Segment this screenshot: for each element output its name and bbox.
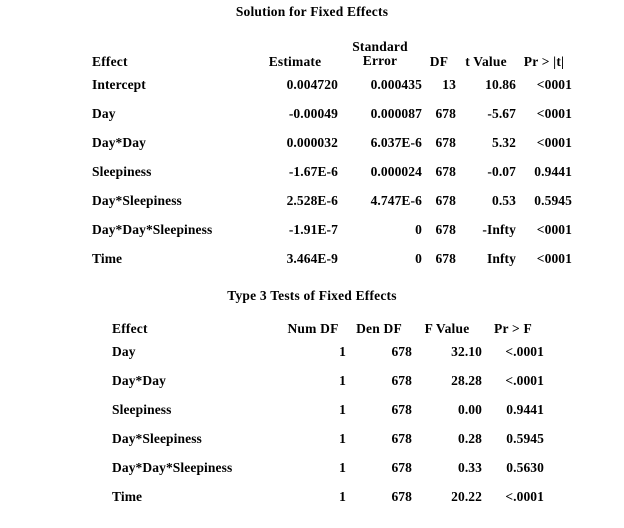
cell-num-df: 1 xyxy=(339,459,346,475)
solution-for-fixed-effects-title: Solution for Fixed Effects xyxy=(235,4,389,19)
cell-estimate: 3.464E-9 xyxy=(286,250,338,266)
type-3-tests-of-fixed-effects-section xyxy=(0,288,624,511)
cell-t-value: -5.67 xyxy=(487,105,516,121)
table-row xyxy=(92,70,572,99)
cell-standard-error: 4.747E-6 xyxy=(370,192,422,208)
cell-f-value: 20.22 xyxy=(451,488,482,504)
cell-t-value: 0.53 xyxy=(491,192,516,208)
column-header-num-df: Num DF xyxy=(287,320,339,336)
cell-f-value: 0.28 xyxy=(457,430,482,446)
cell-p-value: 0.5630 xyxy=(506,459,544,475)
cell-effect: Day*Sleepiness xyxy=(92,192,182,208)
column-header-standard-error xyxy=(338,32,422,70)
cell-t-value: 10.86 xyxy=(485,76,516,92)
column-header-t-value: t Value xyxy=(465,53,507,69)
cell-df: 678 xyxy=(435,134,456,150)
column-header-pr-f: Pr > F xyxy=(494,320,532,336)
cell-effect: Intercept xyxy=(92,76,146,92)
column-header-f-value: F Value xyxy=(424,320,470,336)
table-row xyxy=(92,99,572,128)
cell-standard-error: 6.037E-6 xyxy=(370,134,422,150)
table-row xyxy=(92,244,572,273)
cell-p-value: <.0001 xyxy=(505,343,544,359)
column-header-den-df: Den DF xyxy=(356,320,402,336)
cell-df: 678 xyxy=(435,221,456,237)
cell-effect: Time xyxy=(92,250,123,266)
table-row xyxy=(112,453,544,482)
cell-f-value: 32.10 xyxy=(451,343,482,359)
cell-effect: Day xyxy=(92,105,116,121)
cell-p-value: <.0001 xyxy=(505,372,544,388)
column-header-estimate: Estimate xyxy=(268,53,322,69)
cell-effect: Day*Day xyxy=(92,134,146,150)
solution-for-fixed-effects-section xyxy=(0,4,624,273)
cell-den-df: 678 xyxy=(391,430,412,446)
cell-den-df: 678 xyxy=(391,343,412,359)
cell-p-value: <0001 xyxy=(536,134,572,150)
cell-effect: Day*Day*Sleepiness xyxy=(112,459,233,475)
table-row xyxy=(112,395,544,424)
cell-num-df: 1 xyxy=(339,372,346,388)
cell-den-df: 678 xyxy=(391,401,412,417)
table-row xyxy=(92,128,572,157)
cell-effect: Day*Sleepiness xyxy=(112,430,202,446)
cell-df: 13 xyxy=(442,76,456,92)
cell-den-df: 678 xyxy=(391,488,412,504)
table-row xyxy=(112,482,544,511)
cell-p-value: 0.9441 xyxy=(534,163,572,179)
cell-effect: Sleepiness xyxy=(92,163,152,179)
cell-standard-error: 0.000435 xyxy=(370,76,422,92)
cell-p-value: <0001 xyxy=(536,250,572,266)
cell-num-df: 1 xyxy=(339,343,346,359)
cell-standard-error: 0.000087 xyxy=(370,105,422,121)
table-header-row xyxy=(92,32,572,70)
cell-df: 678 xyxy=(435,163,456,179)
column-header-standard-error-line2: Error xyxy=(362,52,398,68)
cell-t-value: 5.32 xyxy=(491,134,516,150)
cell-effect: Day xyxy=(112,343,136,359)
cell-effect: Day*Day xyxy=(112,372,166,388)
cell-estimate: -1.67E-6 xyxy=(288,163,338,179)
cell-p-value: 0.9441 xyxy=(506,401,544,417)
type-3-tests-of-fixed-effects-table xyxy=(112,315,544,511)
cell-num-df: 1 xyxy=(339,488,346,504)
cell-standard-error: 0.000024 xyxy=(370,163,422,179)
cell-p-value: <.0001 xyxy=(505,488,544,504)
cell-estimate: 0.004720 xyxy=(286,76,338,92)
cell-effect: Day*Day*Sleepiness xyxy=(92,221,213,237)
column-header-pr-t: Pr > |t| xyxy=(523,53,565,69)
table-row xyxy=(112,366,544,395)
cell-t-value: -0.07 xyxy=(487,163,516,179)
cell-df: 678 xyxy=(435,105,456,121)
cell-f-value: 0.00 xyxy=(457,401,482,417)
cell-standard-error: 0 xyxy=(415,221,422,237)
cell-standard-error: 0 xyxy=(415,250,422,266)
cell-estimate: -0.00049 xyxy=(288,105,338,121)
cell-p-value: <0001 xyxy=(536,221,572,237)
cell-f-value: 28.28 xyxy=(451,372,482,388)
column-header-effect: Effect xyxy=(92,53,128,69)
cell-estimate: 2.528E-6 xyxy=(286,192,338,208)
cell-estimate: 0.000032 xyxy=(286,134,338,150)
cell-df: 678 xyxy=(435,192,456,208)
cell-den-df: 678 xyxy=(391,372,412,388)
cell-num-df: 1 xyxy=(339,430,346,446)
cell-p-value: <0001 xyxy=(536,105,572,121)
cell-effect: Time xyxy=(112,488,143,504)
table-row xyxy=(92,186,572,215)
cell-t-value: Infty xyxy=(486,250,516,266)
cell-p-value: <0001 xyxy=(536,76,572,92)
solution-for-fixed-effects-table xyxy=(92,32,572,273)
cell-den-df: 678 xyxy=(391,459,412,475)
cell-df: 678 xyxy=(435,250,456,266)
cell-effect: Sleepiness xyxy=(112,401,172,417)
table-header-row xyxy=(112,315,544,337)
table-row xyxy=(112,424,544,453)
type-3-tests-of-fixed-effects-title: Type 3 Tests of Fixed Effects xyxy=(227,288,397,303)
cell-p-value: 0.5945 xyxy=(534,192,572,208)
column-header-standard-error-line1: Standard xyxy=(352,38,408,54)
cell-estimate: -1.91E-7 xyxy=(288,221,338,237)
cell-f-value: 0.33 xyxy=(457,459,482,475)
column-header-effect: Effect xyxy=(112,320,148,336)
table-row xyxy=(92,215,572,244)
table-row xyxy=(92,157,572,186)
table-row xyxy=(112,337,544,366)
cell-p-value: 0.5945 xyxy=(506,430,544,446)
cell-t-value: -Infty xyxy=(482,221,516,237)
column-header-df: DF xyxy=(429,53,449,69)
cell-num-df: 1 xyxy=(339,401,346,417)
